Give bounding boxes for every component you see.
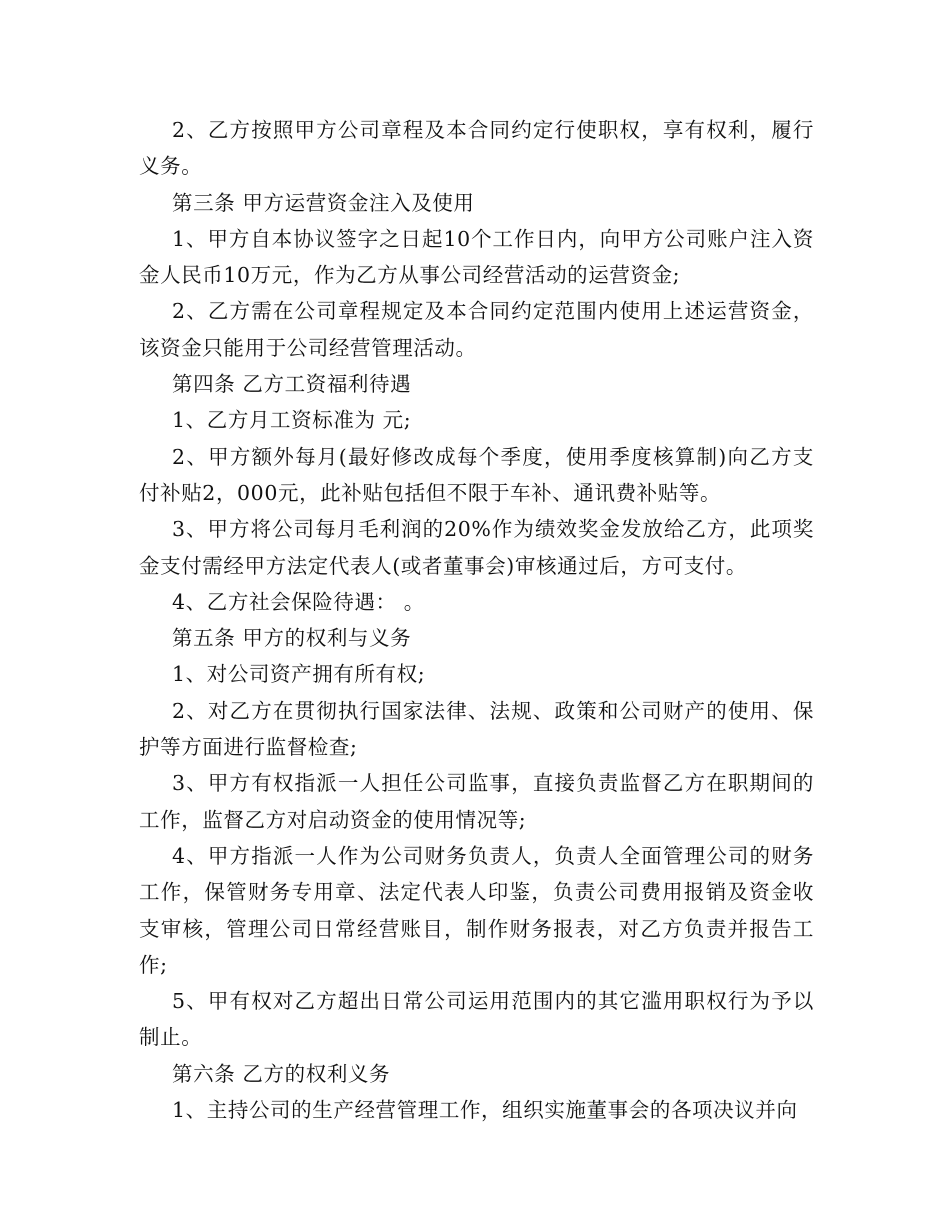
clause-paragraph: 2、对乙方在贯彻执行国家法律、法规、政策和公司财产的使用、保护等方面进行监督检查; xyxy=(139,698,814,760)
clause-2-paragraph: 2、乙方按照甲方公司章程及本合同约定行使职权，享有权利，履行义务。 xyxy=(139,118,814,179)
clause-paragraph: 1、对公司资产拥有所有权; xyxy=(172,662,426,687)
clause-paragraph: 1、甲方自本协议签字之日起10个工作日内，向甲方公司账户注入资金人民币10万元，作为乙方从事公司经营活动的运营资金; xyxy=(139,226,814,288)
clause-paragraph: 2、甲方额外每月(最好修改成每个季度，使用季度核算制)向乙方支付补贴2，000元，此补贴包括但不限于车补、通讯费补贴等。 xyxy=(139,444,814,505)
article-3-heading: 第三条 甲方运营资金注入及使用 xyxy=(172,190,475,215)
clause-paragraph: 1、乙方月工资标准为 元; xyxy=(172,408,412,433)
article-5-heading: 第五条 甲方的权利与义务 xyxy=(172,626,412,651)
article-6-heading: 第六条 乙方的权利义务 xyxy=(172,1061,391,1086)
clause-paragraph: 5、甲有权对乙方超出日常公司运用范围内的其它滥用职权行为予以制止。 xyxy=(139,989,814,1050)
clause-paragraph: 4、乙方社会保险待遇： 。 xyxy=(172,589,425,614)
document-body xyxy=(139,112,814,1128)
clause-paragraph: 3、甲方有权指派一人担任公司监事，直接负责监督乙方在职期间的工作，监督乙方对启动资金的使用情况等; xyxy=(139,771,814,832)
clause-paragraph: 4、甲方指派一人作为公司财务负责人，负责人全面管理公司的财务工作，保管财务专用章、法定代表人印鉴，负责公司费用报销及资金收支审核，管理公司日常经营账目，制作财务报表，对乙方负责并报告工作; xyxy=(139,843,814,977)
clause-paragraph: 3、甲方将公司每月毛利润的20%作为绩效奖金发放给乙方，此项奖金支付需经甲方法定代表人(或者董事会)审核通过后，方可支付。 xyxy=(139,517,814,578)
clause-paragraph: 2、乙方需在公司章程规定及本合同约定范围内使用上述运营资金，该资金只能用于公司经营管理活动。 xyxy=(139,299,814,360)
article-4-heading: 第四条 乙方工资福利待遇 xyxy=(172,372,412,397)
clause-paragraph: 1、主持公司的生产经营管理工作，组织实施董事会的各项决议并向 xyxy=(172,1098,798,1123)
